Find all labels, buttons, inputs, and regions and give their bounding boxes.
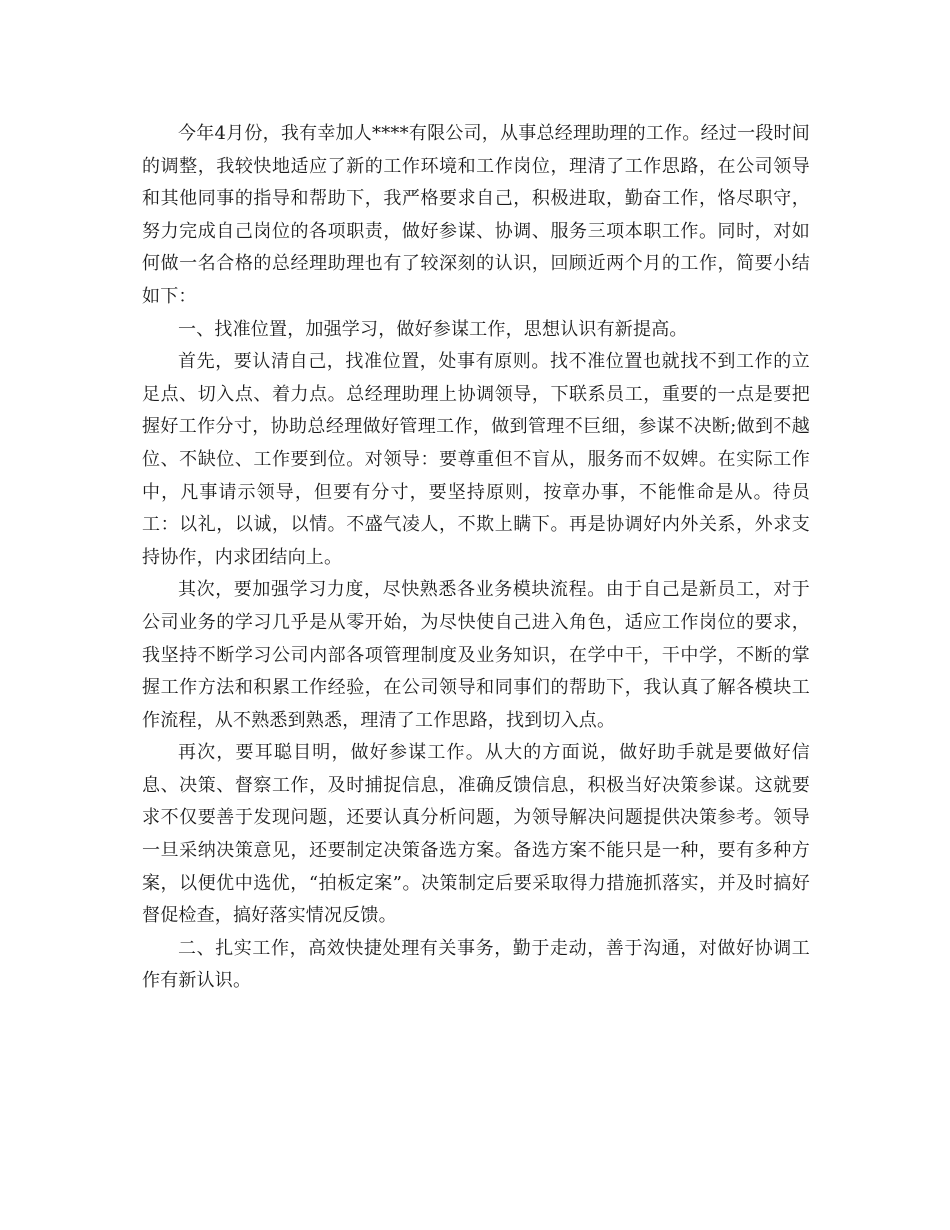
paragraph-firstly: 首先，要认清自己，找准位置，处事有原则。找不准位置也就找不到工作的立足点、切入点、着力点。总经理助理上协调领导，下联系员工，重要的一点是要把握好工作分寸，协助总经理做好管理工作，做到管理不巨细，参谋不决断;做到不越位、不缺位、工作要到位。对领导：要尊重但不盲从，服务而不奴婢。在实际工作中，凡事请示领导，但要有分寸，要坚持原则，按章办事，不能惟命是从。待员工：以礼，以诚，以情。不盛气凌人，不欺上瞒下。再是协调好内外关系，外求支持协作，内求团结向上。 — [142, 351, 810, 568]
document-body — [142, 118, 810, 998]
intro-paragraph: 今年4月份，我有幸加人****有限公司，从事总经理助理的工作。经过一段时间的调整，我较快地适应了新的工作环境和工作岗位，理清了工作思路，在公司领导和其他同事的指导和帮助下，我严格要求自己，积极进取，勤奋工作，恪尽职守，努力完成自己岗位的各项职责，做好参谋、协调、服务三项本职工作。同时，对如何做一名合格的总经理助理也有了较深刻的认识，回顾近两个月的工作，简要小结如下： — [142, 123, 810, 307]
section-heading-2: 二、扎实工作，高效快捷处理有关事务，勤于走动，善于沟通，对做好协调工作有新认识。 — [142, 937, 810, 992]
paragraph-secondly: 其次，要加强学习力度，尽快熟悉各业务模块流程。由于自己是新员工，对于公司业务的学习几乎是从零开始，为尽快使自己进入角色，适应工作岗位的要求，我坚持不断学习公司内部各项管理制度及业务知识，在学中干，干中学，不断的掌握工作方法和积累工作经验，在公司领导和同事们的帮助下，我认真了解各模块工作流程，从不熟悉到熟悉，理清了工作思路，找到切入点。 — [142, 579, 810, 731]
section-heading-1: 一、找准位置，加强学习，做好参谋工作，思想认识有新提高。 — [178, 318, 688, 340]
paragraph-thirdly: 再次，要耳聪目明，做好参谋工作。从大的方面说，做好助手就是要做好信息、决策、督察工作，及时捕捉信息，准确反馈信息，积极当好决策参谋。这就要求不仅要善于发现问题，还要认真分析问题，为领导解决问题提供决策参考。领导一旦采纳决策意见，还要制定决策备选方案。备选方案不能只是一种，要有多种方案，以便优中选优，“拍板定案”。决策制定后要采取得力措施抓落实，并及时搞好督促检查，搞好落实情况反馈。 — [142, 742, 810, 927]
